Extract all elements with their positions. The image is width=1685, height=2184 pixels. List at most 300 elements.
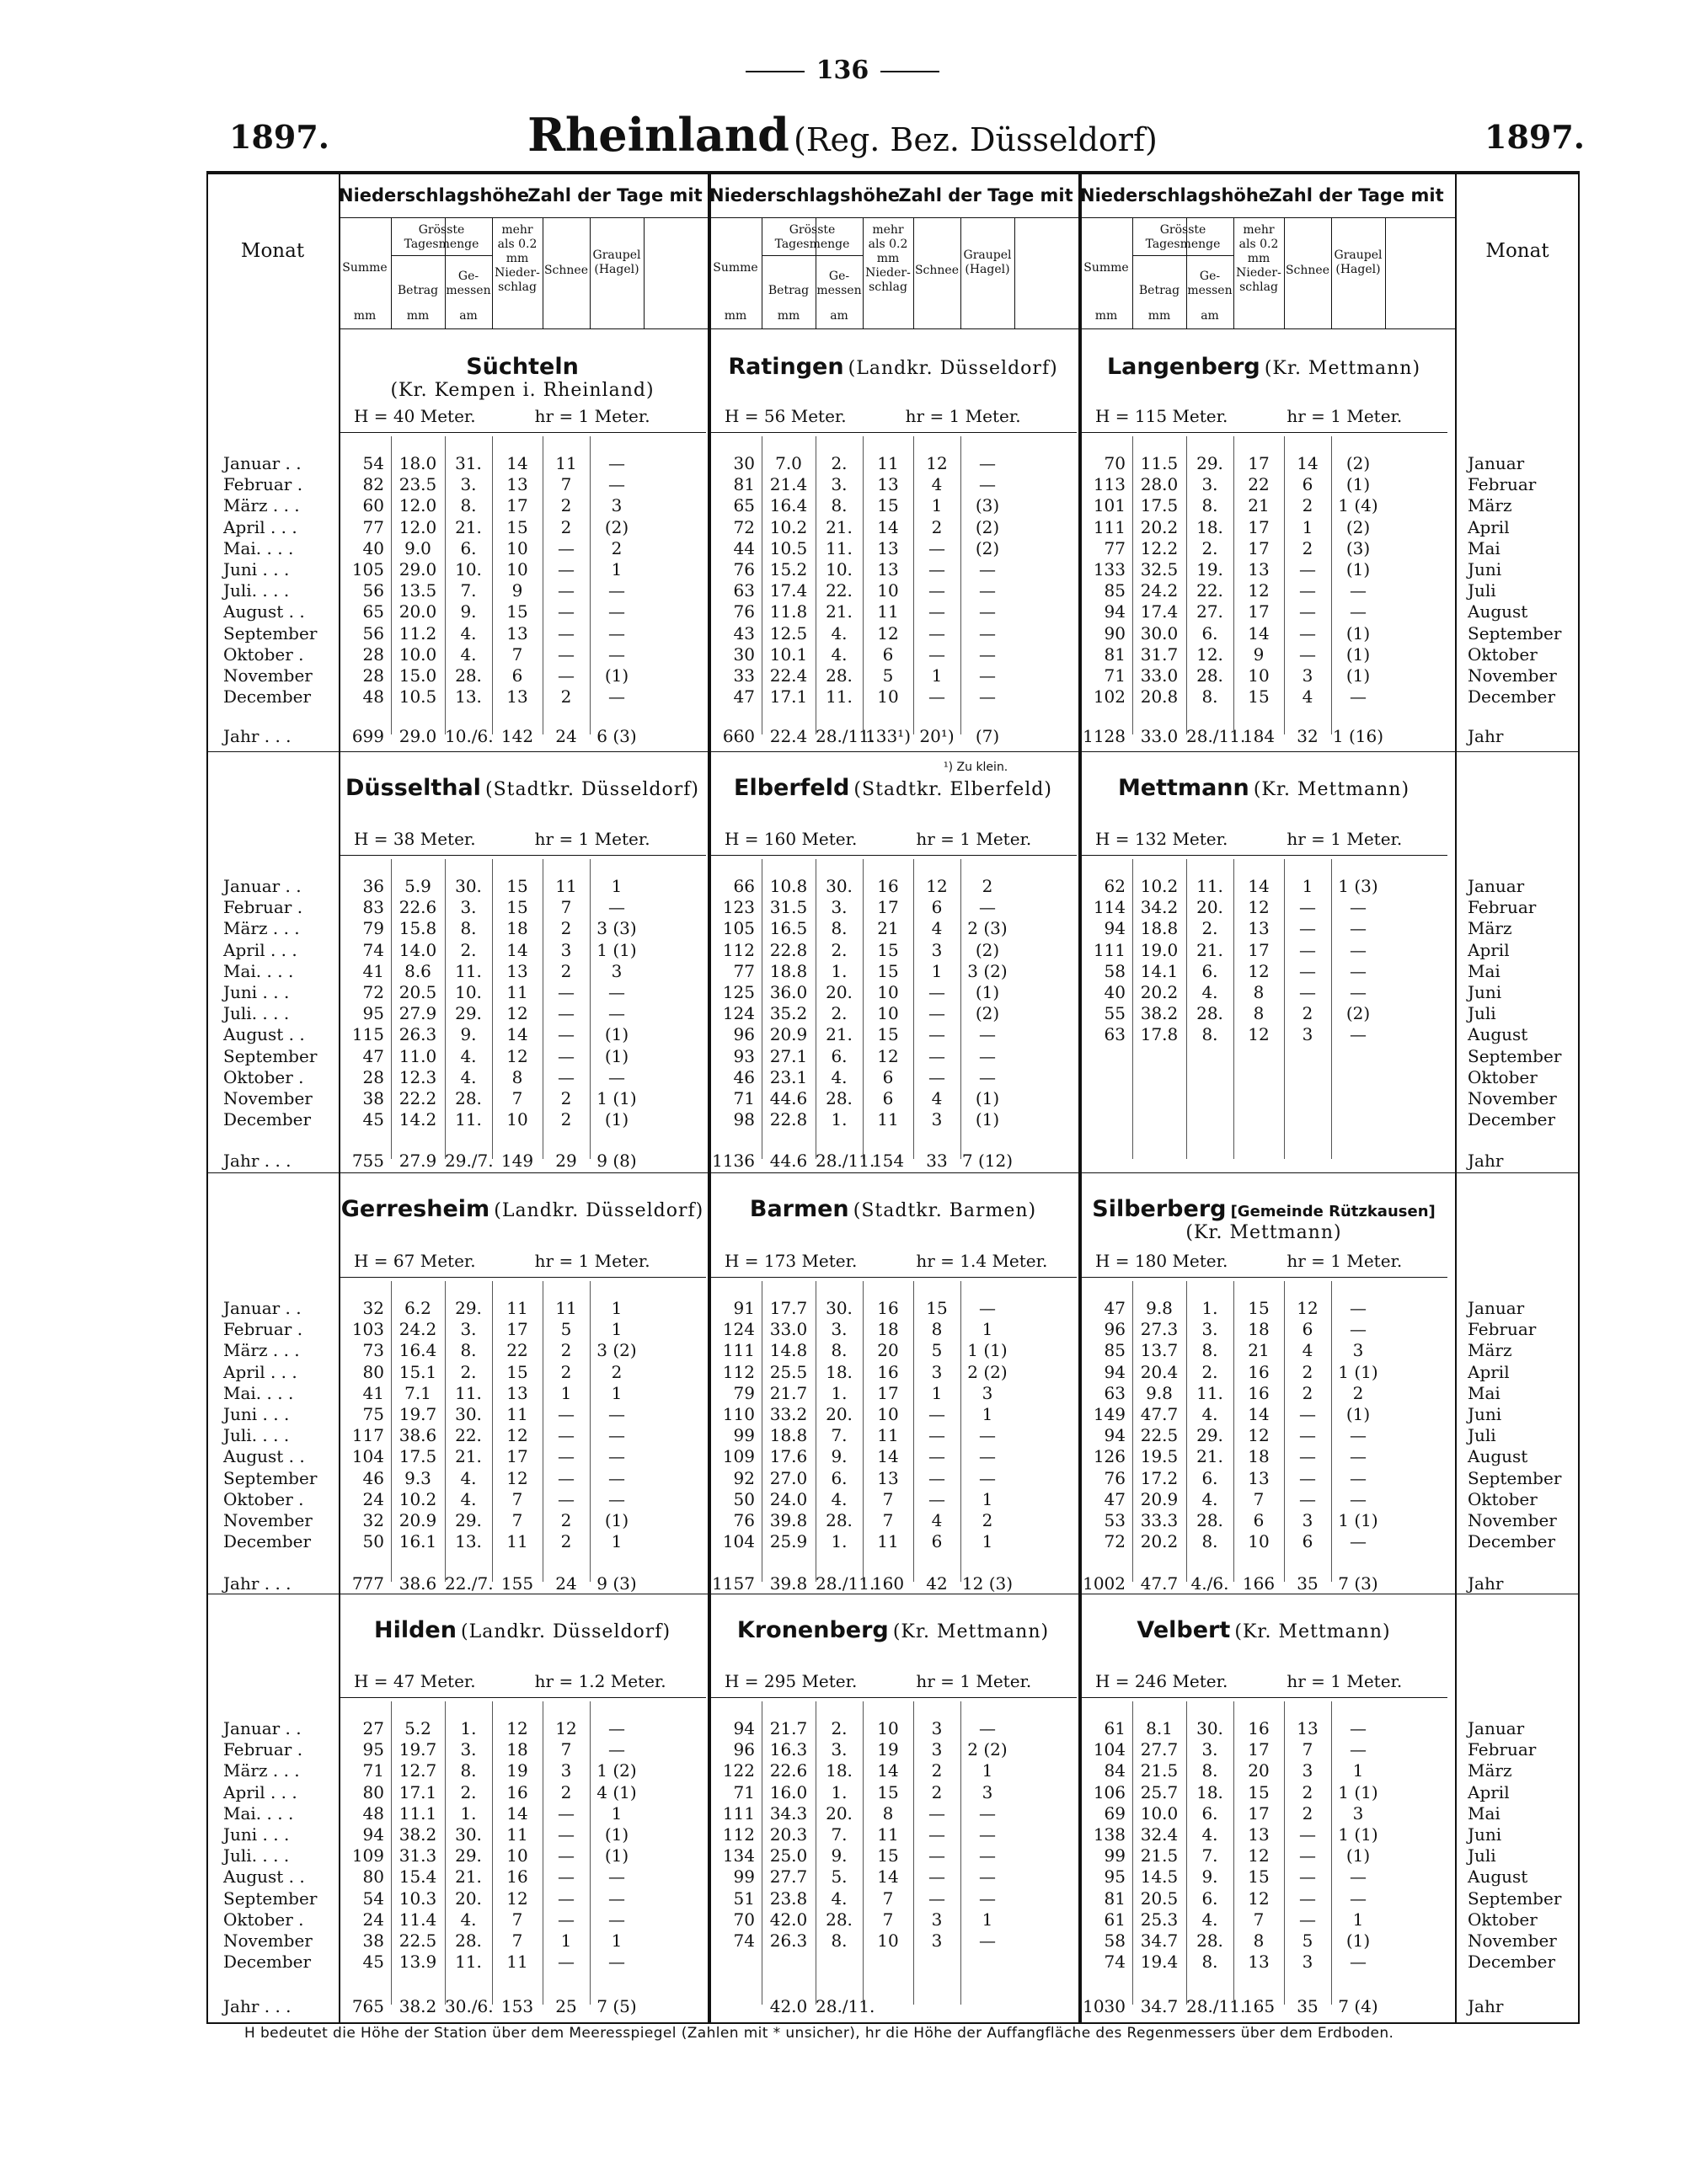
data-cell: 12 — [1248, 580, 1270, 601]
data-cell: — — [608, 1952, 625, 1973]
month-label: April — [1468, 939, 1510, 960]
data-cell: 98 — [733, 1109, 755, 1130]
data-cell: — — [928, 1024, 945, 1045]
data-cell: 5 — [931, 1340, 943, 1361]
data-cell: 12.5 — [769, 622, 808, 643]
data-cell: 66 — [733, 876, 755, 896]
data-cell: 14 — [1248, 622, 1270, 643]
annual-cell: 160 — [871, 1573, 905, 1594]
data-cell: 20.0 — [399, 601, 437, 622]
data-cell: 14.2 — [399, 1109, 437, 1130]
data-cell: 13 — [1248, 559, 1270, 580]
station-gauge-height: hr = 1 Meter. — [534, 829, 650, 849]
data-cell: 42.0 — [769, 1909, 808, 1930]
station-admin: (Kr. Mettmann) — [892, 1621, 1050, 1642]
data-cell: 11. — [1196, 876, 1223, 896]
data-cell: 71 — [362, 1760, 384, 1781]
data-cell: 1 (1) — [1338, 1510, 1378, 1531]
data-col-divider — [1233, 436, 1234, 734]
data-cell: — — [558, 1866, 575, 1888]
month-label: Januar . . — [223, 1718, 302, 1738]
data-col-divider — [1284, 1701, 1285, 2005]
data-cell: 28. — [455, 665, 482, 686]
data-cell: 51 — [733, 1888, 755, 1909]
month-label: Januar . . — [223, 453, 302, 473]
station-height — [354, 1251, 650, 1271]
annual-cell: 42 — [926, 1573, 948, 1594]
data-cell: 13. — [455, 686, 482, 708]
data-cell: 111 — [722, 1340, 755, 1361]
month-label: September — [1468, 1888, 1562, 1909]
data-cell: 12 — [1248, 960, 1270, 981]
data-cell: 3 — [1352, 1802, 1364, 1824]
month-label: April . . . — [223, 516, 297, 537]
data-col-divider — [1331, 859, 1332, 1159]
data-cell: 2 — [931, 1760, 943, 1781]
data-cell: 3 — [611, 960, 623, 981]
data-cell: 10 — [877, 1003, 899, 1024]
data-cell: 5. — [831, 1866, 848, 1888]
data-cell: 47 — [1104, 1488, 1126, 1509]
data-cell: 19.0 — [1140, 939, 1179, 960]
data-cell: 72 — [733, 516, 755, 537]
month-label: März . . . — [223, 918, 300, 939]
data-cell: — — [979, 580, 996, 601]
station-name — [709, 775, 1077, 801]
month-label: Juli — [1468, 1425, 1496, 1446]
data-cell: 12 — [877, 622, 899, 643]
data-cell: 77 — [1104, 537, 1126, 558]
data-cell: 1 — [982, 1488, 993, 1509]
data-cell: — — [979, 1446, 996, 1467]
month-label: August . . — [223, 1866, 305, 1888]
data-cell: 16 — [1248, 1361, 1270, 1382]
jahr-label-right: Jahr — [1468, 726, 1504, 746]
data-cell: 53 — [1104, 1510, 1126, 1531]
data-cell: 4. — [831, 622, 848, 643]
data-cell: 77 — [733, 960, 755, 981]
data-cell: — — [608, 1467, 625, 1488]
data-cell: 9. — [460, 601, 477, 622]
data-cell: 30.0 — [1140, 622, 1179, 643]
data-cell: (2) — [975, 1003, 1000, 1024]
data-cell: 2 — [560, 918, 572, 939]
annual-cell: 20¹) — [919, 726, 955, 746]
data-cell: 3. — [460, 1739, 477, 1760]
month-list-left — [223, 1718, 317, 1973]
data-cell: 13 — [506, 474, 528, 495]
data-cell: — — [1299, 1488, 1316, 1509]
data-cell: 10 — [1248, 1531, 1270, 1552]
data-cell: 11 — [877, 1824, 899, 1845]
data-cell: 10.2 — [1140, 876, 1179, 896]
data-col-divider — [863, 436, 864, 734]
data-cell: — — [608, 453, 625, 473]
data-cell: 2. — [460, 939, 477, 960]
data-cell: 111 — [1093, 516, 1126, 537]
data-cell: 7 — [1253, 1488, 1265, 1509]
data-cell: — — [979, 1866, 996, 1888]
data-cell: 17.8 — [1140, 1024, 1179, 1045]
data-cell: 3 — [1302, 1952, 1313, 1973]
data-cell: 6. — [1201, 1467, 1218, 1488]
header-niederschlagshoehe: Niederschlagshöhe — [709, 185, 901, 206]
data-cell: 18 — [1248, 1319, 1270, 1340]
station-name — [339, 354, 706, 401]
data-cell: 1 — [982, 1909, 993, 1930]
data-cell: 11.1 — [399, 1802, 437, 1824]
data-cell: 83 — [362, 897, 384, 918]
annual-cell: 155 — [500, 1573, 534, 1594]
data-cell: 11 — [877, 1109, 899, 1130]
data-cell: — — [558, 1845, 575, 1866]
data-cell: 115 — [351, 1024, 384, 1045]
data-cell: 4 — [931, 1510, 943, 1531]
data-cell: 28. — [1196, 1930, 1223, 1952]
data-cell: 3 — [611, 495, 623, 516]
data-cell: 123 — [722, 897, 755, 918]
data-cell: 9. — [460, 1024, 477, 1045]
data-cell: 30. — [455, 1404, 482, 1425]
data-cell: 28. — [826, 665, 853, 686]
station-name-text: Silberberg — [1092, 1196, 1227, 1222]
data-cell: — — [1350, 1888, 1367, 1909]
data-cell: — — [1299, 1446, 1316, 1467]
data-cell: 17 — [877, 897, 899, 918]
data-cell: 12 — [926, 453, 948, 473]
header-unit-mm: mm — [724, 309, 747, 323]
data-cell: 11 — [877, 1531, 899, 1552]
data-cell: 2 — [560, 1531, 572, 1552]
data-cell: 63 — [1104, 1382, 1126, 1403]
header-schnee: Schnee — [543, 264, 589, 277]
month-label: November — [223, 1930, 313, 1952]
data-cell: 2 — [560, 495, 572, 516]
data-col-divider — [492, 859, 493, 1159]
station-rule — [709, 1697, 1077, 1698]
data-cell: 16 — [1248, 1718, 1270, 1738]
month-label: Januar — [1468, 876, 1525, 896]
data-cell: 3. — [831, 897, 848, 918]
station-annual-total — [339, 1151, 644, 1172]
data-cell: 11 — [555, 876, 577, 896]
data-cell: 124 — [722, 1003, 755, 1024]
data-cell: 76 — [1104, 1467, 1126, 1488]
data-cell: 28. — [826, 1088, 853, 1109]
data-cell: 26.3 — [769, 1930, 808, 1952]
data-cell: 17 — [1248, 1739, 1270, 1760]
data-cell: 1 (1) — [596, 1088, 637, 1109]
data-cell: 12 — [1248, 1425, 1270, 1446]
station-rule — [339, 1697, 706, 1698]
data-cell: 10 — [877, 580, 899, 601]
month-label: Mai — [1468, 1802, 1500, 1824]
data-col-divider — [492, 1701, 493, 2005]
data-cell: 2. — [1201, 537, 1218, 558]
annual-cell: 29.0 — [399, 726, 437, 746]
station-height — [354, 829, 650, 849]
data-cell: 111 — [722, 1802, 755, 1824]
data-col-divider — [1132, 859, 1133, 1159]
data-cell: 11.0 — [399, 1045, 437, 1066]
data-cell: 8 — [1253, 1930, 1265, 1952]
data-cell: 104 — [1093, 1739, 1126, 1760]
annual-cell: 28./11. — [816, 1996, 875, 2016]
annual-cell: 165 — [1242, 1996, 1276, 2016]
month-list-left — [223, 1298, 317, 1552]
data-cell: 22.8 — [769, 939, 808, 960]
data-cell: 99 — [1104, 1845, 1126, 1866]
data-cell: 10 — [877, 1404, 899, 1425]
data-cell: — — [1299, 601, 1316, 622]
jahr-label-right: Jahr — [1468, 1996, 1504, 2016]
data-cell: — — [1350, 1488, 1367, 1509]
data-cell: 16.4 — [399, 1340, 437, 1361]
header-col-divider — [913, 217, 914, 328]
data-cell: 2 — [560, 686, 572, 708]
data-cell: 40 — [362, 537, 384, 558]
data-cell: 18 — [1248, 1446, 1270, 1467]
data-cell: 54 — [362, 1888, 384, 1909]
data-cell: 85 — [1104, 1340, 1126, 1361]
month-label: Oktober — [1468, 1488, 1538, 1509]
header-subrule — [1132, 255, 1233, 256]
data-cell: 106 — [1093, 1781, 1126, 1802]
annual-cell: 765 — [351, 1996, 384, 2016]
data-cell: 8. — [460, 495, 477, 516]
data-cell: 6 — [931, 897, 943, 918]
data-cell: 1 (1) — [596, 939, 637, 960]
jahr-label-left: Jahr . . . — [223, 726, 292, 746]
data-cell: — — [1299, 1404, 1316, 1425]
data-cell: 84 — [1104, 1760, 1126, 1781]
data-cell: — — [928, 1824, 945, 1845]
data-cell: 17 — [1248, 453, 1270, 473]
block-separator — [206, 1172, 1580, 1173]
month-label: Juli — [1468, 1003, 1496, 1024]
data-cell: 138 — [1093, 1824, 1126, 1845]
annual-cell: 755 — [351, 1151, 384, 1171]
station-elevation: H = 40 Meter. — [354, 406, 476, 426]
station-elevation: H = 47 Meter. — [354, 1671, 476, 1691]
data-cell: 2 — [931, 516, 943, 537]
data-cell: 16 — [877, 876, 899, 896]
annual-cell: 1 (16) — [1332, 726, 1384, 746]
data-cell: (2) — [604, 516, 629, 537]
data-cell: 5.9 — [404, 876, 431, 896]
data-cell: 20.2 — [1140, 982, 1179, 1003]
data-cell: 11 — [506, 982, 528, 1003]
jahr-label-left: Jahr . . . — [223, 1151, 292, 1171]
data-cell: 17.7 — [769, 1298, 808, 1318]
data-cell: (1) — [604, 1045, 629, 1066]
data-cell: — — [608, 1888, 625, 1909]
data-cell: 14.5 — [1140, 1866, 1179, 1888]
data-cell: 63 — [733, 580, 755, 601]
data-cell: 14 — [506, 1802, 528, 1824]
data-cell: 95 — [1104, 1866, 1126, 1888]
annual-cell: 149 — [500, 1151, 534, 1171]
data-cell: — — [928, 601, 945, 622]
data-cell: 95 — [362, 1739, 384, 1760]
month-label: Februar . — [223, 897, 303, 918]
header-groesste: Grösste Tagesmenge — [774, 223, 850, 251]
data-cell: 25.7 — [1140, 1781, 1179, 1802]
data-cell: 7 — [882, 1888, 894, 1909]
data-cell: 28 — [362, 1066, 384, 1087]
data-cell: 17 — [1248, 1802, 1270, 1824]
data-cell: 16.3 — [769, 1739, 808, 1760]
data-cell: 10 — [877, 1930, 899, 1952]
header-mehr: mehr als 0.2 mm Nieder-schlag — [865, 223, 911, 294]
data-cell: — — [928, 580, 945, 601]
data-cell: — — [558, 1488, 575, 1509]
station-gauge-height: hr = 1 Meter. — [534, 1251, 650, 1271]
data-cell: 17 — [506, 1446, 528, 1467]
data-cell: 15.2 — [769, 559, 808, 580]
data-cell: 22. — [1196, 580, 1223, 601]
data-cell: 10.5 — [399, 686, 437, 708]
data-cell: 20.8 — [1140, 686, 1179, 708]
station-rule — [339, 432, 706, 433]
annual-cell — [913, 1996, 960, 2017]
data-cell: 15 — [1248, 1781, 1270, 1802]
data-cell: 2 (2) — [967, 1361, 1008, 1382]
data-cell: — — [928, 1446, 945, 1467]
data-cell: 3 — [1352, 1340, 1364, 1361]
data-cell: — — [1350, 580, 1367, 601]
month-label: Februar — [1468, 1739, 1537, 1760]
station-name-text: Langenberg — [1106, 354, 1260, 380]
data-cell: 20. — [826, 1404, 853, 1425]
data-cell: 10 — [506, 537, 528, 558]
data-cell: 7 — [511, 1510, 523, 1531]
data-cell: 7 — [560, 474, 572, 495]
data-cell: 80 — [362, 1781, 384, 1802]
data-cell: 21. — [826, 516, 853, 537]
data-col-divider — [1132, 1281, 1133, 1582]
data-cell: 113 — [1093, 474, 1126, 495]
data-cell: 2 — [560, 1340, 572, 1361]
data-col-divider — [1331, 1281, 1332, 1582]
data-cell: 28. — [1196, 665, 1223, 686]
data-cell: 1 — [611, 559, 623, 580]
data-cell: 7 — [1302, 1739, 1313, 1760]
data-cell: 3. — [460, 1319, 477, 1340]
data-cell: 8. — [831, 495, 848, 516]
data-cell: 11 — [506, 1404, 528, 1425]
data-cell: 110 — [722, 1404, 755, 1425]
month-label: Juli. . . . — [223, 1003, 290, 1024]
data-cell: 2. — [460, 1781, 477, 1802]
data-cell: — — [928, 1003, 945, 1024]
data-cell: 13 — [506, 1382, 528, 1403]
data-col-divider — [492, 1281, 493, 1582]
data-cell: — — [1350, 897, 1367, 918]
data-cell: 8. — [1201, 686, 1218, 708]
data-cell: 8. — [460, 918, 477, 939]
data-cell: 41 — [362, 960, 384, 981]
station-admin: (Stadtkr. Barmen) — [853, 1200, 1037, 1221]
data-col-divider — [913, 859, 914, 1159]
month-label: August — [1468, 1866, 1528, 1888]
header-unit-am: am — [830, 309, 848, 323]
header-betrag: Betrag — [768, 284, 810, 297]
data-cell: — — [928, 1866, 945, 1888]
data-cell: — — [558, 1066, 575, 1087]
data-cell: 15.0 — [399, 665, 437, 686]
data-cell: 3. — [1201, 1319, 1218, 1340]
data-cell: 7 — [882, 1488, 894, 1509]
data-cell: 28. — [826, 1909, 853, 1930]
data-cell: 4. — [1201, 1909, 1218, 1930]
data-cell: — — [928, 643, 945, 665]
data-cell: — — [979, 1718, 996, 1738]
data-cell: 54 — [362, 453, 384, 473]
data-cell: (1) — [604, 665, 629, 686]
data-cell: 72 — [1104, 1531, 1126, 1552]
header-col-divider — [1284, 217, 1285, 328]
data-cell: 9 — [511, 580, 523, 601]
header-col-divider — [1132, 217, 1133, 328]
station-name-text: Gerresheim — [340, 1196, 490, 1222]
data-cell: 2 — [1302, 537, 1313, 558]
data-cell: — — [558, 580, 575, 601]
data-cell: 10 — [506, 1845, 528, 1866]
data-cell: 4. — [460, 1045, 477, 1066]
data-cell: 94 — [1104, 601, 1126, 622]
month-label: Februar — [1468, 474, 1537, 495]
month-label: Oktober — [1468, 643, 1538, 665]
data-cell: 80 — [362, 1866, 384, 1888]
station-height — [1095, 829, 1402, 849]
data-cell: — — [1350, 1298, 1367, 1318]
data-cell: 77 — [362, 516, 384, 537]
data-cell: 17 — [1248, 537, 1270, 558]
month-label: September — [223, 1888, 318, 1909]
data-cell: 4. — [1201, 1488, 1218, 1509]
month-label: Juni — [1468, 1824, 1502, 1845]
data-cell: 2 — [1302, 1382, 1313, 1403]
station-name-text: Ratingen — [728, 354, 844, 380]
data-cell: 3 — [1302, 1510, 1313, 1531]
data-cell: 2 — [560, 1510, 572, 1531]
data-cell: — — [558, 559, 575, 580]
station-elevation: H = 67 Meter. — [354, 1251, 476, 1271]
data-cell: 6. — [831, 1045, 848, 1066]
data-cell: 18 — [506, 1739, 528, 1760]
data-cell: 6 — [511, 665, 523, 686]
annual-cell: 1030 — [1083, 1996, 1126, 2016]
data-cell: 15 — [1248, 1298, 1270, 1318]
data-cell: 1 (2) — [596, 1760, 637, 1781]
data-cell: (1) — [1345, 1930, 1371, 1952]
data-cell: 33.2 — [769, 1404, 808, 1425]
data-cell: 3 — [560, 939, 572, 960]
data-cell: 2 — [1302, 1361, 1313, 1382]
annual-cell: 29./7. — [445, 1151, 494, 1171]
data-cell: 22. — [455, 1425, 482, 1446]
data-cell: 20 — [1248, 1760, 1270, 1781]
data-cell: — — [979, 897, 996, 918]
data-cell: 29. — [455, 1510, 482, 1531]
data-cell: 3 — [931, 1109, 943, 1130]
data-col-divider — [913, 436, 914, 734]
station-annual-total — [1080, 1996, 1385, 2017]
data-cell: 15.8 — [399, 918, 437, 939]
data-cell: 12 — [506, 1003, 528, 1024]
station-gauge-height: hr = 1.4 Meter. — [916, 1251, 1048, 1271]
